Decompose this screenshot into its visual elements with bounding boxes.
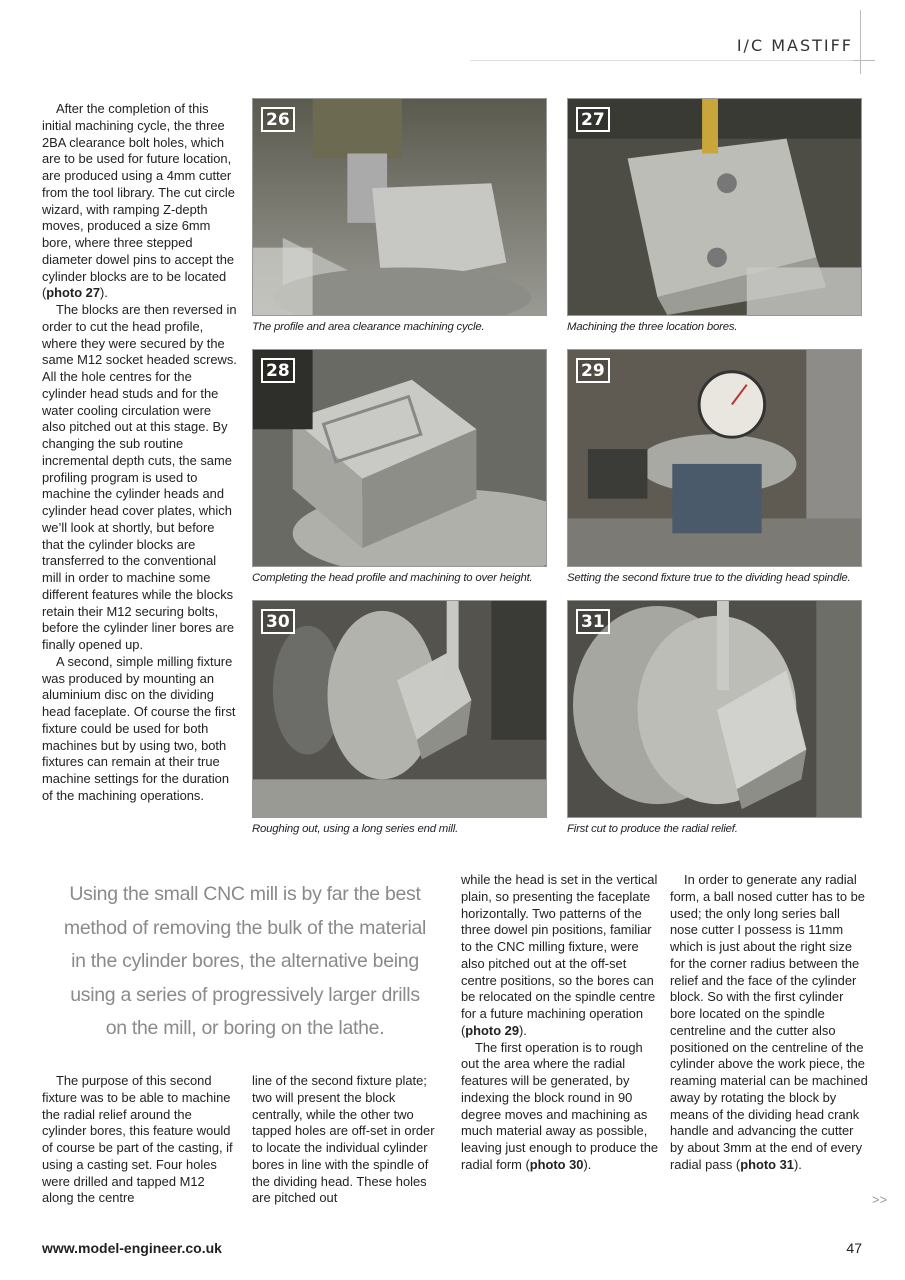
photo-number: 31: [576, 609, 610, 634]
left-paragraph-3: A second, simple milling fixture was produced by mounting an aluminium disc on the dividing head faceplate. Of course the first fixture could be used for both machines but by using two, both fixtures can remain at their true machine settings for the duration of the machining operations.: [42, 653, 236, 803]
photo-29: [567, 349, 862, 567]
bottom-column-4: [670, 872, 870, 1174]
paragraph: The purpose of this second fixture was to be able to machine the radial relief around the cylinder bores, this feature would of course be part of the casting, if using a casting set. Four holes were drilled and tapped M12 along the centre: [42, 1073, 233, 1206]
footer-url[interactable]: www.model-engineer.co.uk: [42, 1240, 222, 1256]
left-paragraph-2: The blocks are then reversed in order to cut the head profile, where they were secured by the same M12 socket headed screws. All the hole centres for the cylinder head studs and for the water cooling circulation were also pitched out at this stage. By changing the sub routine incremental depth cuts, the same profiling program is used to machine the cylinder heads and cylinder head cover plates, which we’ll look at shortly, but before that the cylinder blocks are transferred to the conventional mill in order to machine some different features while the blocks retain their M12 securing bolts, before the cylinder liner bores are finally opened up.: [42, 302, 237, 652]
photo-28: [252, 349, 547, 567]
photo-28-image: [253, 350, 546, 566]
pull-quote: [60, 878, 430, 1046]
photo-28-caption: Completing the head profile and machining to over height.: [252, 572, 533, 584]
continue-arrow-icon: >>: [872, 1192, 888, 1207]
header-rule: [470, 60, 860, 61]
left-column-text: [42, 101, 238, 805]
left-paragraph-1: After the completion of this initial machining cycle, the three 2BA clearance bolt holes, which are to be used for future location, are produced using a 4mm cutter from the tool library. The cut circle wizard, with ramping Z-depth moves, produced a size 6mm bore, where three stepped diameter dowel pins to accept the cylinder blocks are to be located (photo 27).: [42, 101, 235, 301]
bottom-column-2: [252, 1073, 448, 1207]
photo-30-image: [253, 601, 546, 817]
photo-29-image: [568, 350, 861, 566]
photo-31: [567, 600, 862, 818]
photo-29-caption: Setting the second fixture true to the dividing head spindle.: [567, 572, 851, 584]
photo-26-image: [253, 99, 546, 315]
photo-30-caption: Roughing out, using a long series end mill.: [252, 823, 459, 835]
photo-30: [252, 600, 547, 818]
pull-quote-line: method of removing the bulk of the material: [63, 916, 427, 939]
photo-27: [567, 98, 862, 316]
crop-mark-vertical: [860, 10, 861, 74]
photo-27-image: [568, 99, 861, 315]
photo-number: 26: [261, 107, 295, 132]
photo-26-caption: The profile and area clearance machining cycle.: [252, 321, 485, 333]
photo-31-caption: First cut to produce the radial relief.: [567, 823, 738, 835]
paragraph: line of the second fixture plate; two will present the block centrally, while the other two tapped holes are off-set in order to locate the individual cylinder bores in line with the spindle of the dividing head. These holes are pitched out: [252, 1073, 435, 1206]
photo-26: [252, 98, 547, 316]
crop-mark-horizontal: [853, 60, 875, 61]
photo-number: 27: [576, 107, 610, 132]
photo-31-image: [568, 601, 861, 817]
bottom-column-3: [461, 872, 661, 1174]
bottom-column-1: [42, 1073, 238, 1207]
paragraph: In order to generate any radial form, a ball nosed cutter has to be used; the only long series ball nose cutter I possess is 11mm which is just about the right size for the corner radius between the relief and the face of the cylinder block. So with the first cylinder bore located on the spindle centreline and the cutter also positioned on the centreline of the cylinder above the work piece, the reaming material can be machined away by rotating the block by means of the dividing head crank handle and advancing the cutter by about 3mm at the end of every radial pass (photo 31).: [670, 872, 868, 1172]
pull-quote-line: on the mill, or boring on the lathe.: [105, 1017, 385, 1040]
photo-number: 28: [261, 358, 295, 383]
photo-27-caption: Machining the three location bores.: [567, 321, 738, 333]
paragraph: while the head is set in the vertical plain, so presenting the faceplate horizontally. Two patterns of the three dowel pin positions, familiar to the CNC milling fixture, were also pitched out at the off-set centre positions, so the bores can be relocated on the spindle centre for a future machining operation (photo 29).: [461, 872, 658, 1038]
section-title: I/C MASTIFF: [736, 36, 853, 55]
photo-number: 30: [261, 609, 295, 634]
pull-quote-line: using a series of progressively larger drills: [70, 983, 420, 1006]
page-number: 47: [846, 1240, 862, 1256]
paragraph: The first operation is to rough out the area where the radial features will be generated, by indexing the block round in 90 degree moves and machining as much material away as possible, leaving just enough to produce the radial form (photo 30).: [461, 1039, 659, 1172]
pull-quote-line: Using the small CNC mill is by far the best: [69, 883, 421, 905]
pull-quote-line: in the cylinder bores, the alternative being: [71, 950, 419, 973]
photo-number: 29: [576, 358, 610, 383]
